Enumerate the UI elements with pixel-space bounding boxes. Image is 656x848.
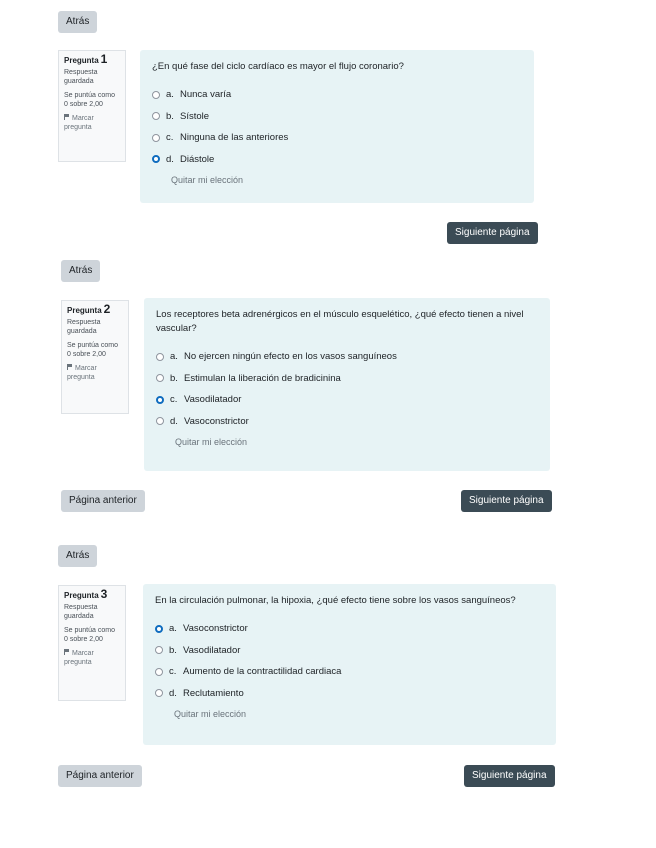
answer-list bbox=[152, 84, 522, 170]
question-label: Pregunta bbox=[64, 591, 99, 600]
answer-option[interactable] bbox=[155, 640, 544, 662]
clear-choice-link[interactable]: Quitar mi elección bbox=[171, 175, 244, 185]
next-page-button[interactable]: Siguiente página bbox=[447, 222, 538, 244]
answer-text: Sístole bbox=[180, 110, 210, 122]
radio-button-selected[interactable] bbox=[155, 625, 163, 633]
answer-letter: a. bbox=[170, 351, 178, 363]
question-text: Los receptores beta adrenérgicos en el músculo esquelético, ¿qué efecto tienen a nivel vascular? bbox=[156, 309, 524, 334]
radio-button[interactable] bbox=[155, 689, 163, 697]
radio-button[interactable] bbox=[156, 374, 164, 382]
question-info bbox=[58, 585, 126, 701]
next-page-button[interactable]: Siguiente página bbox=[461, 490, 552, 512]
answer-text: Vasoconstrictor bbox=[183, 623, 248, 635]
answer-text: Reclutamiento bbox=[183, 687, 244, 699]
answer-letter: c. bbox=[169, 666, 177, 678]
flag-question-link[interactable] bbox=[64, 114, 120, 132]
clear-choice-link[interactable]: Quitar mi elección bbox=[175, 437, 248, 447]
answer-text: Diástole bbox=[180, 153, 215, 165]
answer-option[interactable] bbox=[156, 368, 538, 390]
flag-question-link[interactable] bbox=[67, 364, 123, 382]
question-label: Pregunta bbox=[64, 56, 99, 65]
flag-question-link[interactable] bbox=[64, 649, 120, 667]
answer-text: No ejercen ningún efecto en los vasos sanguíneos bbox=[184, 351, 397, 363]
question-text: ¿En qué fase del ciclo cardíaco es mayor el flujo coronario? bbox=[152, 61, 404, 72]
question-grade: Se puntúa como 0 sobre 2,00 bbox=[67, 342, 118, 358]
answer-text: Vasoconstrictor bbox=[184, 415, 249, 427]
back-button[interactable]: Atrás bbox=[58, 545, 97, 567]
answer-letter: a. bbox=[169, 623, 177, 635]
answer-letter: a. bbox=[166, 89, 174, 101]
answer-option[interactable] bbox=[156, 389, 538, 411]
radio-button-selected[interactable] bbox=[152, 155, 160, 163]
answer-text: Ninguna de las anteriores bbox=[180, 132, 289, 144]
answer-letter: d. bbox=[166, 153, 174, 165]
previous-page-button[interactable]: Página anterior bbox=[58, 765, 142, 787]
question-info bbox=[61, 300, 129, 414]
question-state: Respuesta guardada bbox=[67, 319, 101, 335]
answer-option[interactable] bbox=[152, 127, 522, 149]
radio-button[interactable] bbox=[152, 134, 160, 142]
answer-option[interactable] bbox=[155, 661, 544, 683]
back-button[interactable]: Atrás bbox=[58, 11, 97, 33]
question-text: En la circulación pulmonar, la hipoxia, ¿qué efecto tiene sobre los vasos sanguíneos? bbox=[155, 595, 516, 606]
answer-option[interactable] bbox=[152, 149, 522, 171]
flag-icon bbox=[67, 364, 73, 370]
radio-button[interactable] bbox=[156, 417, 164, 425]
question-label: Pregunta bbox=[67, 306, 102, 315]
next-page-button[interactable]: Siguiente página bbox=[464, 765, 555, 787]
radio-button[interactable] bbox=[152, 91, 160, 99]
answer-option[interactable] bbox=[152, 106, 522, 128]
question-state: Respuesta guardada bbox=[64, 69, 98, 85]
question-grade: Se puntúa como 0 sobre 2,00 bbox=[64, 92, 115, 108]
answer-option[interactable] bbox=[155, 683, 544, 705]
question-state: Respuesta guardada bbox=[64, 604, 98, 620]
previous-page-button[interactable]: Página anterior bbox=[61, 490, 145, 512]
answer-text: Aumento de la contractilidad cardiaca bbox=[183, 666, 342, 678]
answer-list bbox=[156, 346, 538, 432]
radio-button[interactable] bbox=[155, 668, 163, 676]
answer-option[interactable] bbox=[152, 84, 522, 106]
question-number: 1 bbox=[100, 52, 108, 66]
question-number: 2 bbox=[103, 302, 111, 316]
answer-letter: d. bbox=[169, 687, 177, 699]
question-box bbox=[144, 298, 550, 471]
answer-letter: b. bbox=[166, 110, 174, 122]
question-info bbox=[58, 50, 126, 162]
question-number: 3 bbox=[100, 587, 108, 601]
answer-letter: c. bbox=[166, 132, 174, 144]
question-box bbox=[140, 50, 534, 203]
answer-text: Nunca varía bbox=[180, 89, 232, 101]
answer-text: Vasodilatador bbox=[184, 394, 242, 406]
answer-letter: b. bbox=[170, 372, 178, 384]
answer-letter: b. bbox=[169, 644, 177, 656]
flag-label: Marcar pregunta bbox=[64, 115, 94, 131]
flag-icon bbox=[64, 114, 70, 120]
flag-icon bbox=[64, 649, 70, 655]
radio-button[interactable] bbox=[156, 353, 164, 361]
clear-choice-link[interactable]: Quitar mi elección bbox=[174, 709, 247, 719]
answer-letter: c. bbox=[170, 394, 178, 406]
flag-label: Marcar pregunta bbox=[64, 650, 94, 666]
back-button[interactable]: Atrás bbox=[61, 260, 100, 282]
radio-button[interactable] bbox=[155, 646, 163, 654]
question-box bbox=[143, 584, 556, 745]
answer-letter: d. bbox=[170, 415, 178, 427]
answer-text: Vasodilatador bbox=[183, 644, 241, 656]
question-grade: Se puntúa como 0 sobre 2,00 bbox=[64, 627, 115, 643]
answer-list bbox=[155, 618, 544, 704]
answer-text: Estimulan la liberación de bradicinina bbox=[184, 372, 341, 384]
answer-option[interactable] bbox=[156, 411, 538, 433]
flag-label: Marcar pregunta bbox=[67, 365, 97, 381]
radio-button[interactable] bbox=[152, 112, 160, 120]
answer-option[interactable] bbox=[156, 346, 538, 368]
answer-option[interactable] bbox=[155, 618, 544, 640]
radio-button-selected[interactable] bbox=[156, 396, 164, 404]
